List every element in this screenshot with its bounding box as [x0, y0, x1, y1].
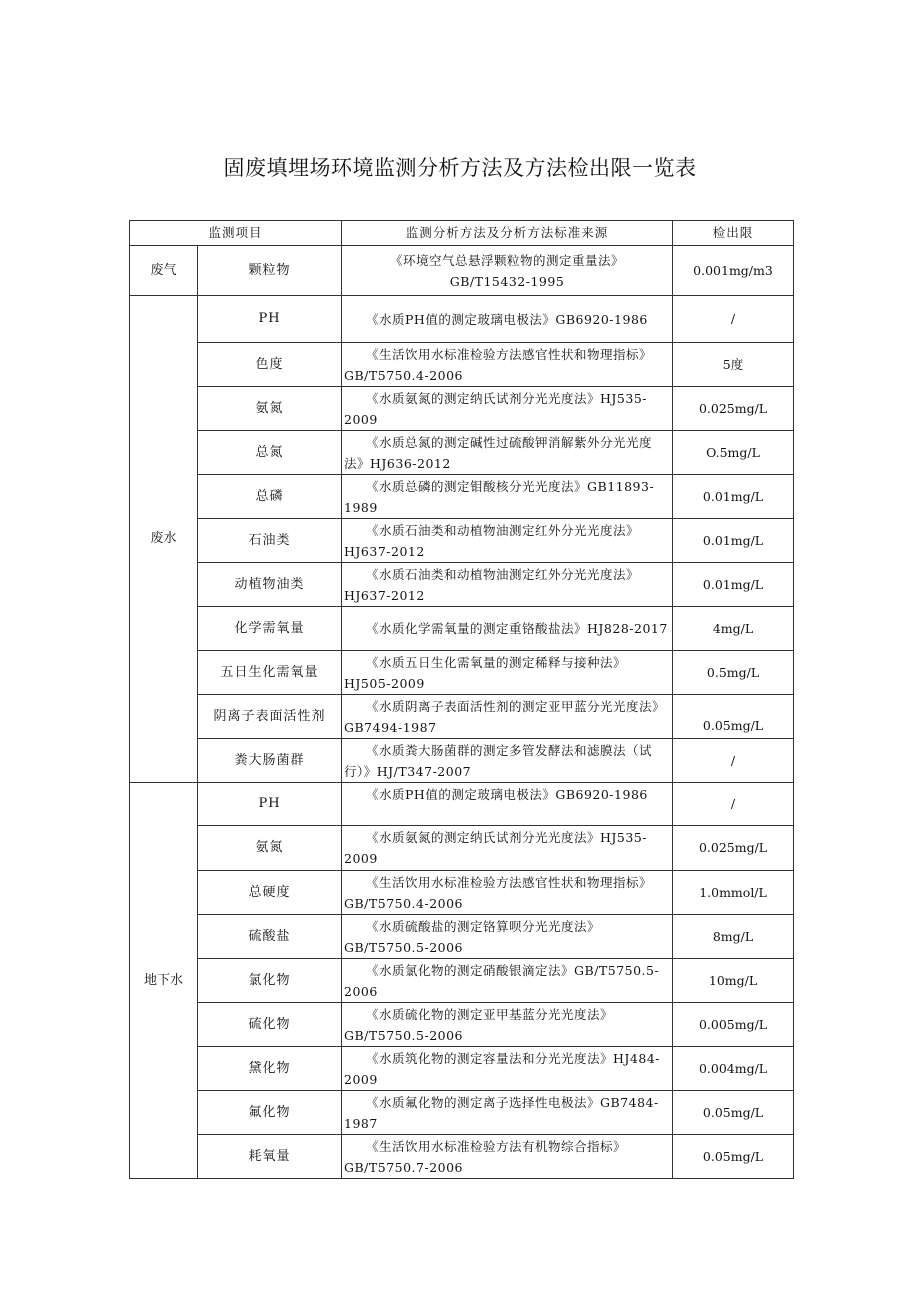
table-row: [130, 246, 794, 296]
table-row: [130, 1003, 794, 1047]
item-cell: 阴离子表面活性剂: [198, 695, 342, 739]
method-cell: 《水质氟化物的测定离子选择性电极法》GB7484-1987: [342, 1091, 673, 1135]
limit-cell: 0.05mg/L: [673, 1135, 794, 1179]
method-line: 《环境空气总悬浮颗粒物的测定重量法》: [390, 252, 625, 268]
method-cell: 《水质总磷的测定钼酸核分光光度法》GB11893-1989: [342, 475, 673, 519]
method-cell: 《水质总氮的测定碱性过硫酸钾消解紫外分光光度法》HJ636-2012: [342, 431, 673, 475]
item-cell: 总硬度: [198, 871, 342, 915]
limit-cell: 1.0mmol/L: [673, 871, 794, 915]
table-row: [130, 959, 794, 1003]
method-cell: 《水质PH值的测定玻璃电极法》GB6920-1986: [342, 296, 673, 343]
method-cell: 《生活饮用水标准检验方法有机物综合指标》GB/T5750.7-2006: [342, 1135, 673, 1179]
method-cell: 《水质粪大肠菌群的测定多管发酵法和滤膜法（试行）》HJ/T347-2007: [342, 739, 673, 783]
method-cell: 《水质硫酸盐的测定铬算呗分光光度法》GB/T5750.5-2006: [342, 915, 673, 959]
limit-cell: /: [673, 783, 794, 826]
item-cell: 粪大肠菌群: [198, 739, 342, 783]
table-row: [130, 475, 794, 519]
table-row: [130, 915, 794, 959]
header-limit: 检出限: [673, 221, 794, 246]
limit-cell: 0.025mg/L: [673, 387, 794, 431]
method-cell: 《水质氨氮的测定纳氏试剂分光光度法》HJ535-2009: [342, 826, 673, 871]
limit-cell: 0.01mg/L: [673, 563, 794, 607]
limit-cell: 8mg/L: [673, 915, 794, 959]
item-cell: 氯化物: [198, 959, 342, 1003]
page-title: 固废填埋场环境监测分析方法及方法检出限一览表: [223, 156, 697, 180]
item-cell: 硫酸盐: [198, 915, 342, 959]
item-cell: 五日生化需氧量: [198, 651, 342, 695]
method-cell: 《水质石油类和动植物油测定红外分光光度法》HJ637-2012: [342, 519, 673, 563]
header-method: 监测分析方法及分析方法标准来源: [342, 221, 673, 246]
monitoring-methods-table: [129, 220, 794, 1179]
limit-cell: 0.001mg/m3: [673, 246, 794, 296]
table-row: [130, 563, 794, 607]
limit-cell: 0.004mg/L: [673, 1047, 794, 1091]
limit-cell: 0.5mg/L: [673, 651, 794, 695]
header-row: [130, 221, 794, 246]
limit-cell: 0.05mg/L: [673, 1091, 794, 1135]
method-cell: 《水质阴离子表面活性剂的测定亚甲蓝分光光度法》GB7494-1987: [342, 695, 673, 739]
item-cell: PH: [198, 296, 342, 343]
method-cell: 《水质石油类和动植物油测定红外分光光度法》HJ637-2012: [342, 563, 673, 607]
table-row: [130, 607, 794, 651]
category-waste-water: 废水: [130, 296, 198, 783]
method-cell: 《水质五日生化需氧量的测定稀释与接种法》HJ505-2009: [342, 651, 673, 695]
table-row: [130, 387, 794, 431]
item-cell: 色度: [198, 343, 342, 387]
item-cell: 总磷: [198, 475, 342, 519]
table-row: [130, 871, 794, 915]
table-row: [130, 431, 794, 475]
limit-cell: 0.005mg/L: [673, 1003, 794, 1047]
item-cell: 氨氮: [198, 387, 342, 431]
table-row: [130, 1091, 794, 1135]
table-row: [130, 519, 794, 563]
method-cell: 《水质氨氮的测定纳氏试剂分光光度法》HJ535-2009: [342, 387, 673, 431]
table-row: [130, 296, 794, 343]
table-row: [130, 695, 794, 739]
item-cell: 化学需氧量: [198, 607, 342, 651]
limit-cell: 0.025mg/L: [673, 826, 794, 871]
limit-cell: /: [673, 296, 794, 343]
table-row: [130, 783, 794, 826]
limit-cell: 0.01mg/L: [673, 475, 794, 519]
limit-cell: 0.01mg/L: [673, 519, 794, 563]
table-row: [130, 739, 794, 783]
item-cell: 总氮: [198, 431, 342, 475]
method-line: GB/T15432-1995: [449, 273, 565, 289]
method-cell: 《水质PH值的测定玻璃电极法》GB6920-1986: [342, 783, 673, 826]
item-cell: 氟化物: [198, 1091, 342, 1135]
limit-cell: 10mg/L: [673, 959, 794, 1003]
method-cell: 《水质氯化物的测定硝酸银滴定法》GB/T5750.5-2006: [342, 959, 673, 1003]
method-cell: 《水质筑化物的测定容量法和分光光度法》HJ484-2009: [342, 1047, 673, 1091]
method-cell: 《生活饮用水标准检验方法感官性状和物理指标》GB/T5750.4-2006: [342, 871, 673, 915]
limit-cell: 5度: [673, 343, 794, 387]
method-cell: 《水质硫化物的测定亚甲基蓝分光光度法》GB/T5750.5-2006: [342, 1003, 673, 1047]
limit-cell: /: [673, 739, 794, 783]
category-groundwater: 地下水: [130, 783, 198, 1179]
limit-cell: 0.05mg/L: [673, 695, 794, 739]
table-row: [130, 826, 794, 871]
item-cell: 石油类: [198, 519, 342, 563]
item-cell: 动植物油类: [198, 563, 342, 607]
table-row: [130, 651, 794, 695]
limit-cell: O.5mg/L: [673, 431, 794, 475]
category-waste-gas: 废气: [130, 246, 198, 296]
header-item: 监测项目: [130, 221, 342, 246]
method-cell: 《生活饮用水标准检验方法感官性状和物理指标》GB/T5750.4-2006: [342, 343, 673, 387]
method-cell: [342, 246, 673, 296]
item-cell: PH: [198, 783, 342, 826]
table-row: [130, 343, 794, 387]
item-cell: 黛化物: [198, 1047, 342, 1091]
method-cell: 《水质化学需氧量的测定重铬酸盐法》HJ828-2017: [342, 607, 673, 651]
item-cell: 氨氮: [198, 826, 342, 871]
item-cell: 颗粒物: [198, 246, 342, 296]
table-row: [130, 1047, 794, 1091]
item-cell: 硫化物: [198, 1003, 342, 1047]
item-cell: 耗氧量: [198, 1135, 342, 1179]
limit-cell: 4mg/L: [673, 607, 794, 651]
table-row: [130, 1135, 794, 1179]
